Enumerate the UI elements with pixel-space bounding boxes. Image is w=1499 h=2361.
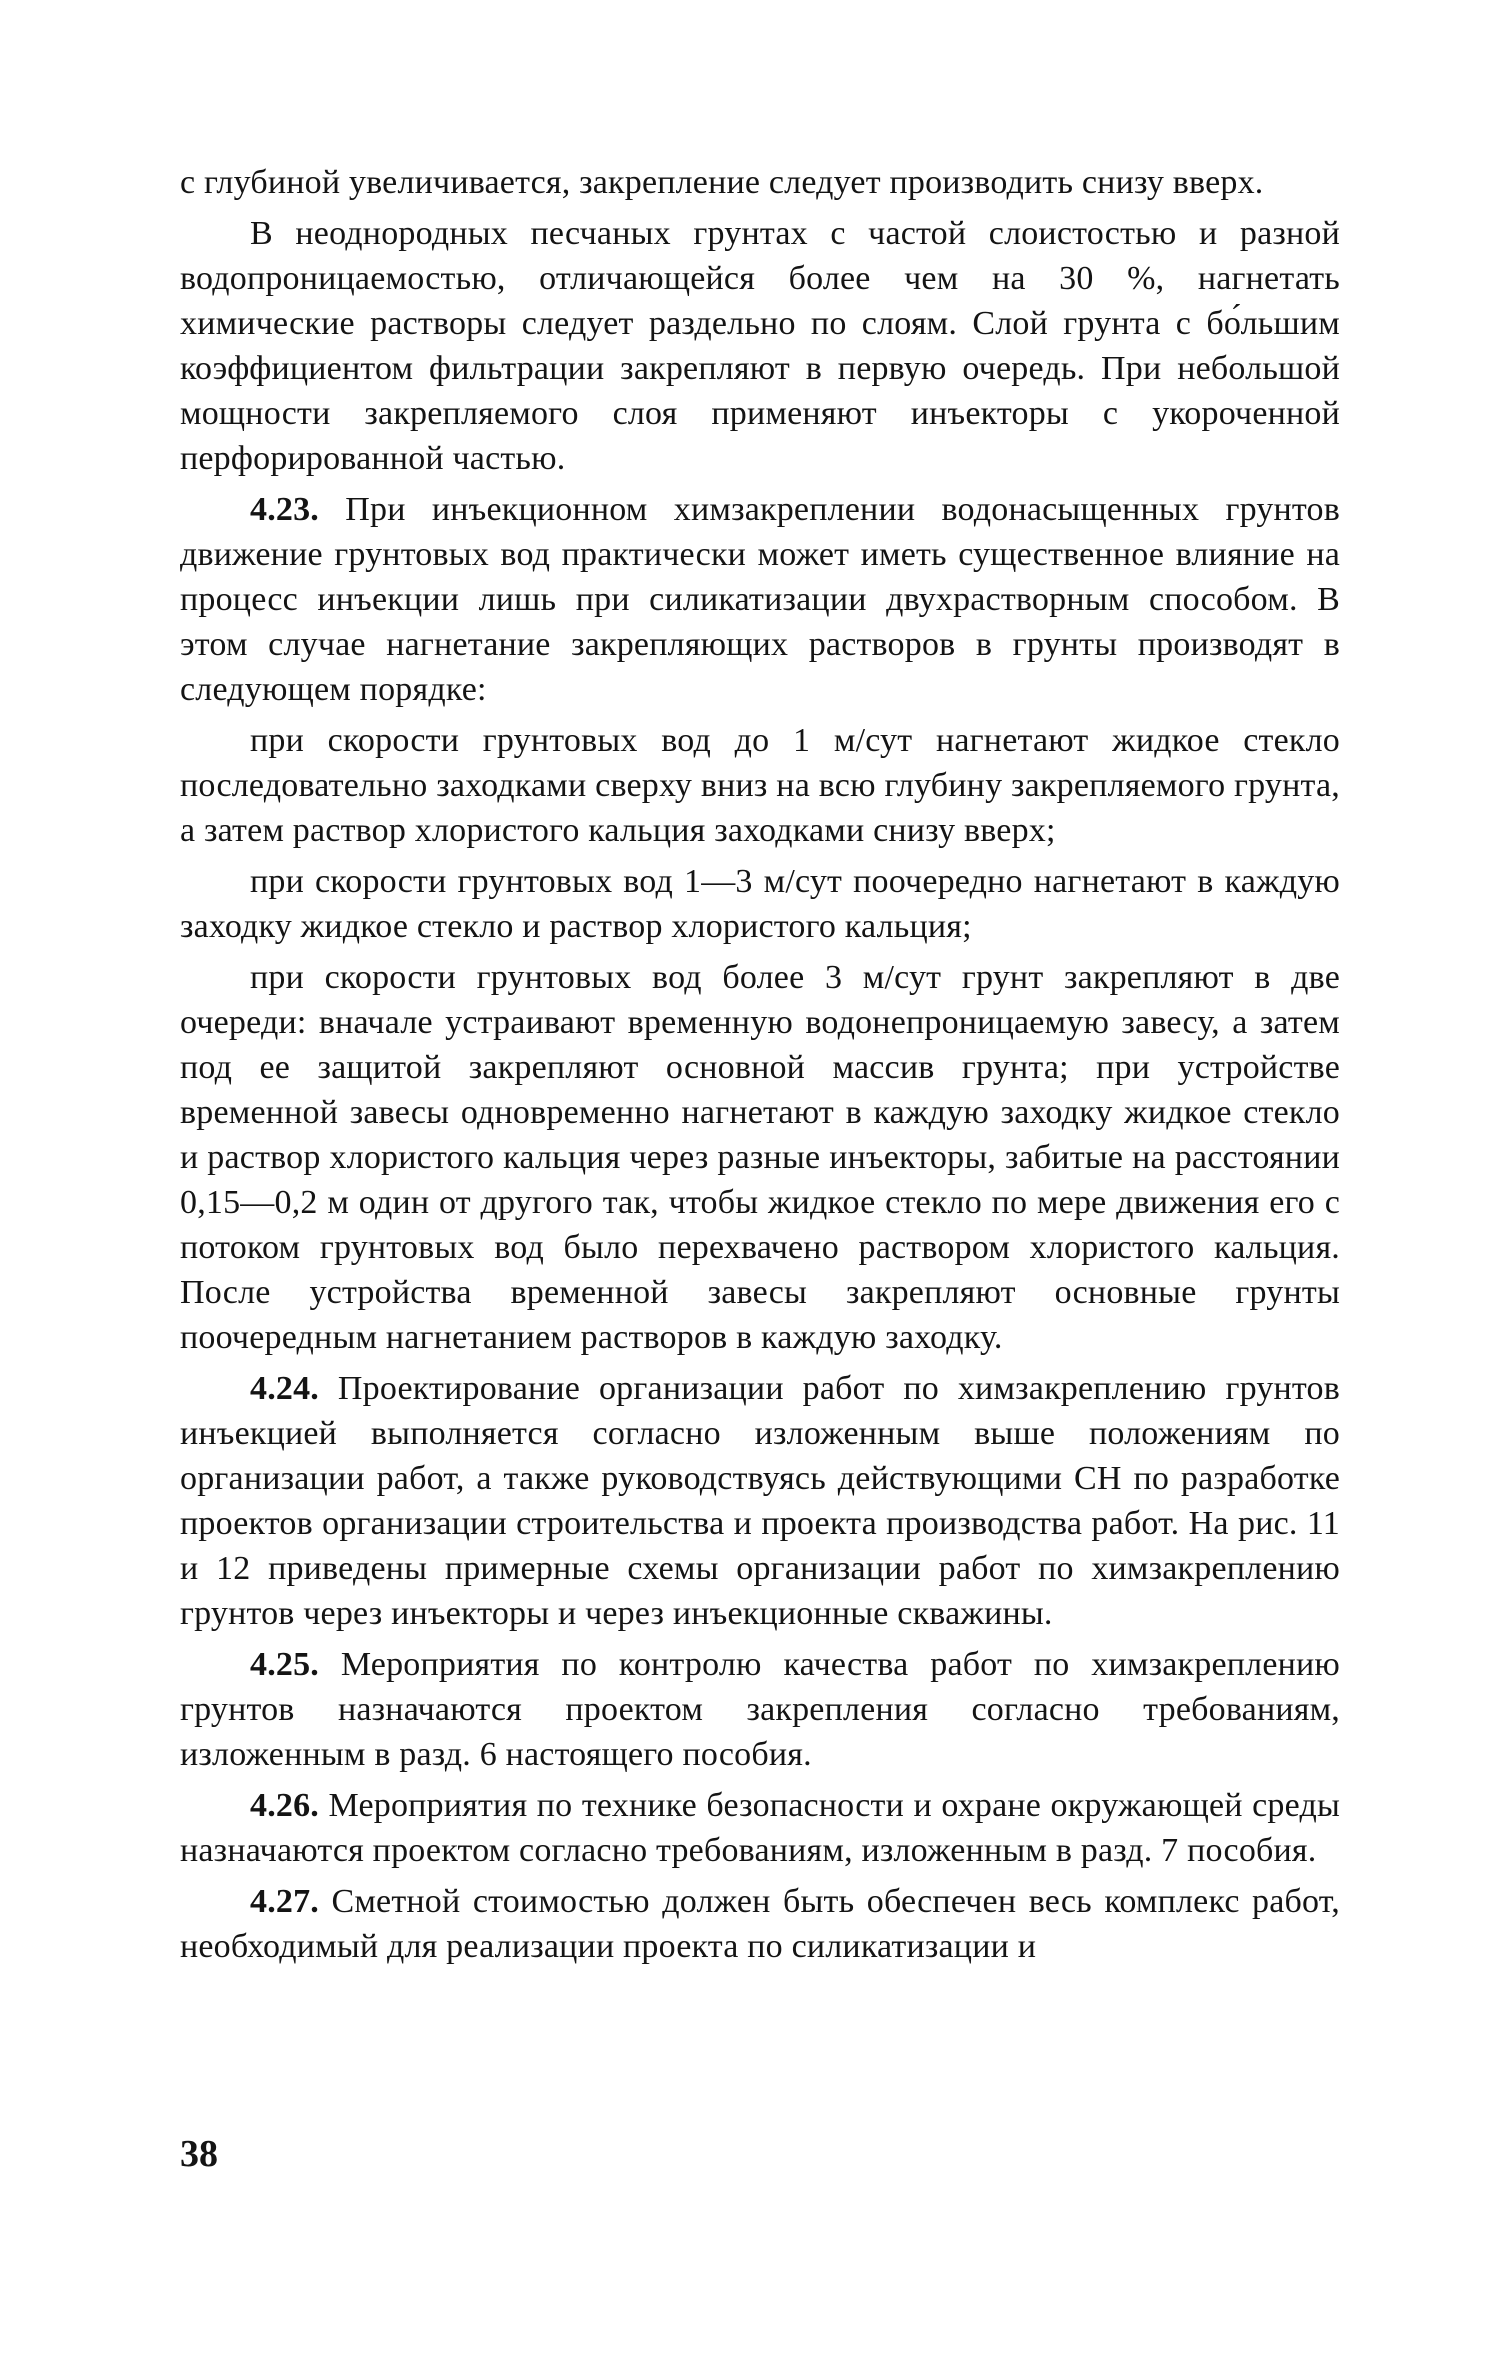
- paragraph-text: Мероприятия по контролю качества работ по химзакреплению грунтов назначаются проектом закрепления согласно требованиям, изложенным в разд. 6 настоящего пособия.: [180, 1646, 1340, 1773]
- paragraph-text: при скорости грунтовых вод более 3 м/сут грунт закрепляют в две очереди: вначале устраивают временную водонепроницаемую завесу, а затем под ее защитой закрепляют основной массив грунта; при устройстве временной завесы одновременно нагнетают в каждую заходку жидкое стекло и раствор хлористого кальция через разные инъекторы, забитые на расстоянии 0,15—0,2 м один от другого так, чтобы жидкое стекло по мере движения его с потоком грунтовых вод было перехвачено раствором хлористого кальция. После устройства временной завесы закрепляют основные грунты поочередным нагнетанием растворов в каждую заходку.: [180, 959, 1340, 1356]
- paragraph: [180, 1879, 1340, 1969]
- paragraph-text: В неоднородных песчаных грунтах с частой слоистостью и разной водопроницаемостью, отличающейся более чем на 30 %, нагнетать химические растворы следует раздельно по слоям. Слой грунта с бо́льшим коэффициентом фильтрации закрепляют в первую очередь. При небольшой мощности закрепляемого слоя применяют инъекторы с укороченной перфорированной частью.: [180, 215, 1340, 477]
- paragraph-text: при скорости грунтовых вод до 1 м/сут нагнетают жидкое стекло последовательно заходками сверху вниз на всю глубину закрепляемого грунта, а затем раствор хлористого кальция заходками снизу вверх;: [180, 722, 1340, 849]
- paragraph: [180, 955, 1340, 1360]
- paragraph-text: Сметной стоимостью должен быть обеспечен весь комплекс работ, необходимый для реализации проекта по силикатизации и: [180, 1883, 1340, 1965]
- paragraph: [180, 1783, 1340, 1873]
- paragraph-text: Мероприятия по технике безопасности и охране окружающей среды назначаются проектом согласно требованиям, изложенным в разд. 7 пособия.: [180, 1787, 1340, 1869]
- paragraph: [180, 211, 1340, 481]
- paragraph: [180, 1366, 1340, 1636]
- paragraph-number: 4.25.: [250, 1646, 319, 1683]
- paragraph-number: 4.27.: [250, 1883, 319, 1920]
- paragraph-text: При инъекционном химзакреплении водонасыщенных грунтов движение грунтовых вод практически может иметь существенное влияние на процесс инъекции лишь при силикатизации двухрастворным способом. В этом случае нагнетание закрепляющих растворов в грунты производят в следующем порядке:: [180, 491, 1340, 708]
- paragraph: [180, 1642, 1340, 1777]
- paragraph-number: 4.24.: [250, 1370, 319, 1407]
- paragraph-number: 4.23.: [250, 491, 319, 528]
- page-number: 38: [180, 2133, 218, 2175]
- paragraph-text: при скорости грунтовых вод 1—3 м/сут поочередно нагнетают в каждую заходку жидкое стекло и раствор хлористого кальция;: [180, 863, 1340, 945]
- paragraph: [180, 160, 1340, 205]
- paragraph: [180, 718, 1340, 853]
- page-body: [180, 160, 1340, 1975]
- paragraph-number: 4.26.: [250, 1787, 319, 1824]
- paragraph: [180, 487, 1340, 712]
- paragraph: [180, 859, 1340, 949]
- paragraph-text: Проектирование организации работ по химзакреплению грунтов инъекцией выполняется согласно изложенным выше положениям по организации работ, а также руководствуясь действующими СН по разработке проектов организации строительства и проекта производства работ. На рис. 11 и 12 приведены примерные схемы организации работ по химзакреплению грунтов через инъекторы и через инъекционные скважины.: [180, 1370, 1340, 1632]
- paragraph-text: с глубиной увеличивается, закрепление следует производить снизу вверх.: [180, 164, 1264, 201]
